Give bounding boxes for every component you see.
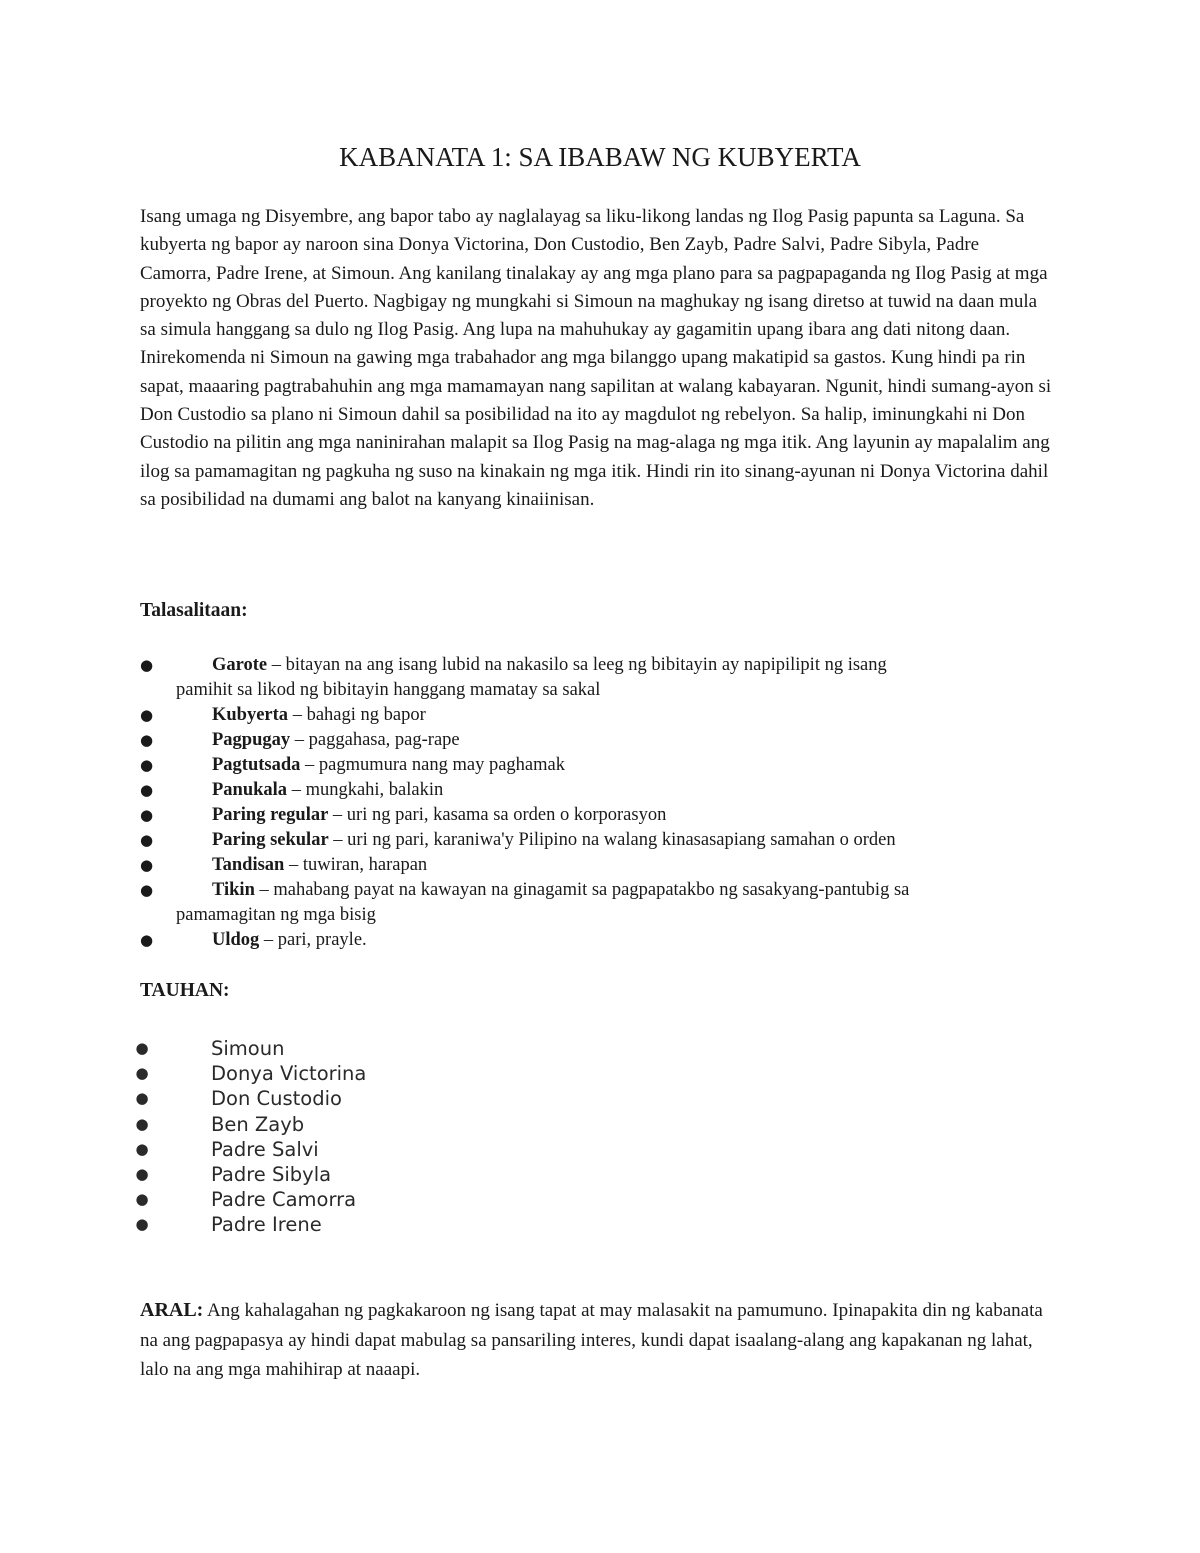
character-name: Ben Zayb [211,1112,305,1136]
list-item [140,878,1052,928]
list-item [135,1036,366,1061]
vocab-term: Paring sekular [212,830,329,850]
vocabulary-list [140,653,1052,953]
vocab-definition: – mungkahi, balakin [287,780,444,800]
character-name: Simoun [211,1037,285,1060]
list-item [140,728,1052,753]
vocab-definition: – bitayan na ang isang lubid na nakasilo sa leeg ng bibitayin ay napipilipit ng isang [267,655,887,675]
vocab-definition: – paggahasa, pag-rape [290,730,460,750]
bullet-icon: ● [135,1114,149,1133]
bullet-icon: ● [140,656,154,674]
character-name: Padre Irene [211,1213,322,1237]
list-item [135,1061,367,1086]
list-item [140,828,1052,853]
bullet-icon: ● [140,706,154,724]
bullet-icon: ● [135,1089,149,1108]
bullet-icon: ● [135,1190,149,1209]
list-item [135,1162,366,1187]
summary-paragraph: Isang umaga ng Disyembre, ang bapor tabo ay naglalayag sa liku-likong landas ng Ilog Pasig papunta sa Laguna. Sa kubyerta ng bapor ay naroon sina Donya Victorina, Don Custodio, Ben Zayb, Padre Salvi, Padre Sibyla, Padre Camorra, Padre Irene, at Simoun. Ang kanilang tinalakay ay ang mga plano para sa pagpapaganda ng Ilog Pasig at mga proyekto ng Obras del Puerto. Nagbigay ng mungkahi si Simoun na maghukay ng isang diretso at tuwid na daan mula sa simula hanggang sa dulo ng Ilog Pasig. Ang lupa na mahuhukay ay gagamitin upang ibara ang dati nitong daan. Inirekomenda ni Simoun na gawing mga trabahador ang mga bilanggo upang makatipid sa gastos. Kung hindi pa rin sapat, maaaring pagtrabahuhin ang mga mamamayan nang sapilitan at walang kabayaran. Ngunit, hindi sumang-ayon si Don Custodio sa plano ni Simoun dahil sa posibilidad na ito ay magdulot ng rebelyon. Sa halip, iminungkahi ni Don Custodio na pilitin ang mga naninirahan malapit sa Ilog Pasig na mag-alaga ng mga itik. Ang layunin ay mapalalim ang ilog sa pamamagitan ng pagkuha ng suso na kinakain ng mga itik. Hindi rin ito sinang-ayunan ni Donya Victorina dahil sa posibilidad na dumami ang balot na kanyang kinaiinisan. [140,206,1052,510]
lesson-label: ARAL: [140,1299,204,1321]
vocab-term: Kubyerta [212,705,289,725]
vocabulary-heading: Talasalitaan: [140,600,248,621]
list-item [140,853,1052,878]
bullet-icon: ● [140,731,154,749]
list-item [140,753,1052,778]
bullet-icon: ● [140,756,154,774]
lesson-text: Ang kahalagahan ng pagkakaroon ng isang tapat at may malasakit na pamumuno. Ipinapakita din ng kabanata na ang pagpapasya ay hindi dapat mabulag sa pansariling interes, kundi dapat isaalang-alang ang kapakanan ng lahat, lalo na ang mga mahihirap at naaapi. [140,1300,1043,1380]
bullet-icon: ● [140,856,154,874]
bullet-icon: ● [135,1139,149,1158]
bullet-icon: ● [140,881,154,899]
vocab-definition-continued: pamihit sa likod ng bibitayin hanggang mamatay sa sakal [176,680,601,700]
list-item [140,653,1052,703]
bullet-icon: ● [135,1215,149,1234]
vocab-definition: – uri ng pari, kasama sa orden o korporasyon [328,805,667,825]
vocab-term: Uldog [212,930,260,950]
bullet-icon: ● [140,781,154,799]
vocab-definition: – bahagi ng bapor [288,705,426,725]
vocab-term: Pagpugay [212,730,291,750]
list-item [135,1212,366,1237]
vocab-definition: – pari, prayle. [259,930,367,950]
vocab-term: Paring regular [212,805,329,825]
chapter-title: KABANATA 1: SA IBABAW NG KUBYERTA [339,142,861,172]
characters-heading: TAUHAN: [140,980,230,1001]
character-name: Don Custodio [211,1087,342,1111]
list-item [135,1086,366,1111]
character-name: Donya Victorina [211,1062,367,1086]
bullet-icon: ● [135,1039,149,1057]
vocab-term: Pagtutsada [212,755,301,775]
list-item [140,778,1052,803]
character-name: Padre Camorra [211,1188,357,1212]
vocab-term: Tikin [212,880,255,900]
bullet-icon: ● [135,1165,149,1184]
list-item [140,803,1052,828]
characters-list [135,1036,367,1238]
bullet-icon: ● [140,931,154,949]
vocab-definition: – pagmumura nang may paghamak [300,755,565,775]
vocab-definition: – mahabang payat na kawayan na ginagamit sa pagpapatakbo ng sasakyang-pantubig sa [254,880,910,900]
bullet-icon: ● [140,831,154,849]
list-item [140,928,1052,953]
vocab-term: Garote [212,655,268,675]
list-item [140,703,1052,728]
vocab-definition-continued: pamamagitan ng mga bisig [176,905,376,925]
list-item [135,1112,366,1137]
character-name: Padre Salvi [211,1137,319,1161]
bullet-icon: ● [140,806,154,824]
vocab-definition: – uri ng pari, karaniwa'y Pilipino na walang kinasasapiang samahan o orden [328,830,896,850]
vocab-term: Panukala [212,780,288,800]
vocab-term: Tandisan [212,855,285,875]
bullet-icon: ● [135,1064,149,1083]
vocab-definition: – tuwiran, harapan [284,855,428,875]
character-name: Padre Sibyla [211,1163,332,1187]
list-item [135,1137,366,1162]
list-item [135,1187,366,1212]
lesson-paragraph [140,1296,1052,1385]
